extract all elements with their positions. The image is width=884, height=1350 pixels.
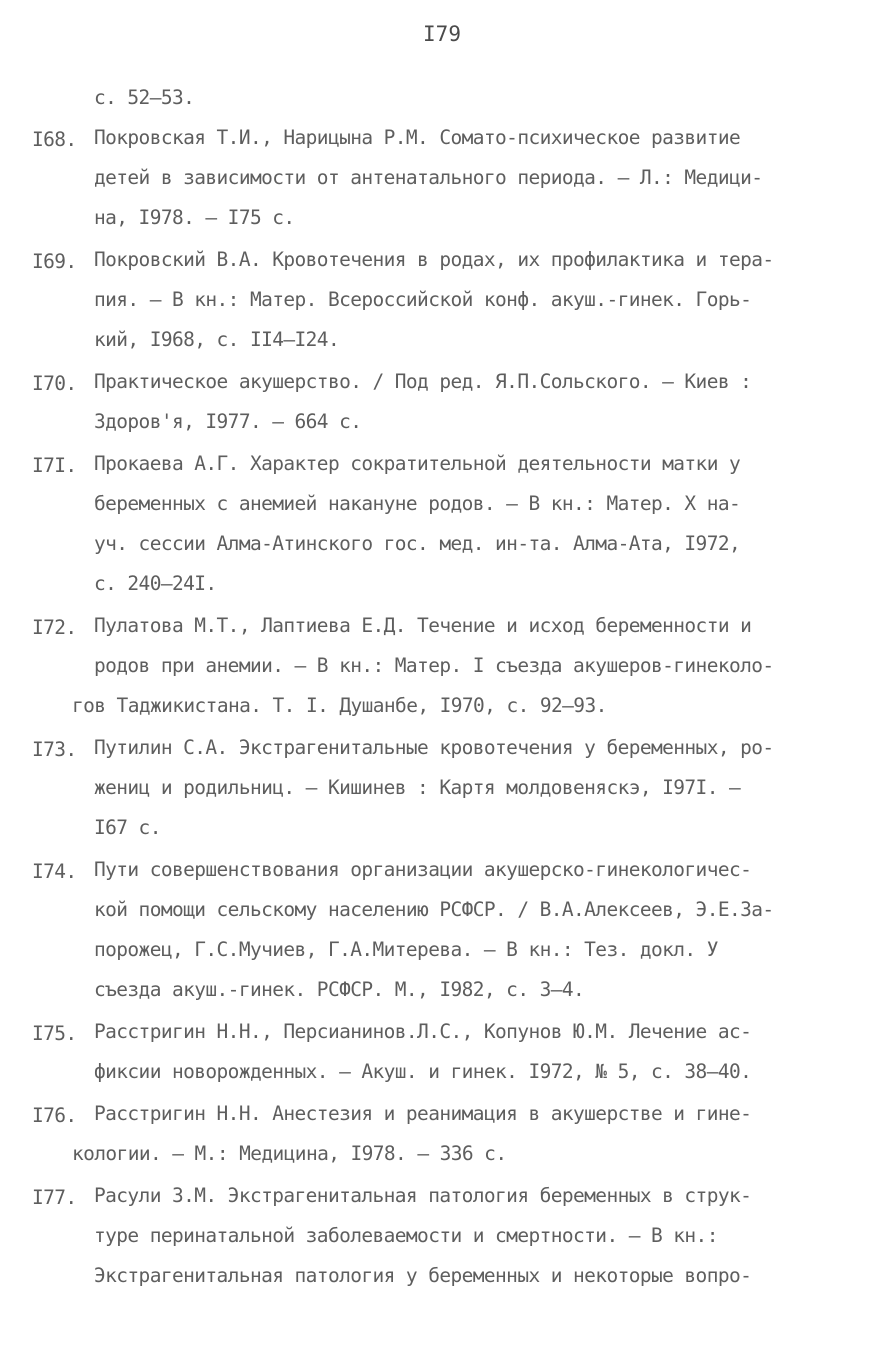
entry-line: Практическое акушерство. / Под ред. Я.П.Сольского. – Киев : <box>94 370 752 393</box>
entry-number: I74. <box>32 860 77 883</box>
entry-line: туре перинатальной заболеваемости и смертности. – В кн.: <box>94 1224 718 1247</box>
entry-line: гов Таджикистана. Т. I. Душанбе, I970, с. 92–93. <box>72 694 607 717</box>
entry-line: детей в зависимости от антенатального периода. – Л.: Медици- <box>94 166 763 189</box>
entry-line: порожец, Г.С.Мучиев, Г.А.Митерева. – В кн.: Тез. докл. У <box>94 938 718 961</box>
entry-number: I69. <box>32 250 77 273</box>
entry-line: Прокаева А.Г. Характер сократительной деятельности матки у <box>94 452 741 475</box>
entry-line: Покровская Т.И., Нарицына Р.М. Сомато-психическое развитие <box>94 126 741 149</box>
entry-number: I73. <box>32 738 77 761</box>
entry-line: жениц и родильниц. – Кишинев : Картя молдовеняскэ, I97I. – <box>94 776 741 799</box>
entry-number: I76. <box>32 1104 77 1127</box>
entry-line: Расстригин Н.Н. Анестезия и реанимация в акушерстве и гине- <box>94 1102 752 1125</box>
entry-number: I72. <box>32 616 77 639</box>
entry-line: кий, I968, с. II4–I24. <box>94 328 340 351</box>
entry-line: родов при анемии. – В кн.: Матер. I съезда акушеров-гинеколо- <box>94 654 774 677</box>
entry-line: Расули З.М. Экстрагенитальная патология беременных в струк- <box>94 1184 752 1207</box>
continuation-line: с. 52–53. <box>94 86 195 109</box>
entry-number: I68. <box>32 128 77 151</box>
entry-line: съезда акуш.-гинек. РСФСР. М., I982, с. 3–4. <box>94 978 585 1001</box>
entry-number: I70. <box>32 372 77 395</box>
entry-line: Здоров'я, I977. – 664 с. <box>94 410 362 433</box>
entry-line: фиксии новорожденных. – Акуш. и гинек. I972, № 5, с. 38–40. <box>94 1060 752 1083</box>
entry-line: пия. – В кн.: Матер. Всероссийской конф. акуш.-гинек. Горь- <box>94 288 752 311</box>
entry-line: с. 240–24I. <box>94 572 217 595</box>
entry-line: на, I978. – I75 с. <box>94 206 295 229</box>
entry-number: I75. <box>32 1022 77 1045</box>
entry-line: I67 с. <box>94 816 161 839</box>
entry-line: Пулатова М.Т., Лаптиева Е.Д. Течение и исход беременности и <box>94 614 752 637</box>
entry-line: кой помощи сельскому населению РСФСР. / В.А.Алексеев, Э.Е.За- <box>94 898 774 921</box>
entry-line: беременных с анемией накануне родов. – В кн.: Матер. Х на- <box>94 492 741 515</box>
entry-line: Путилин С.А. Экстрагенитальные кровотечения у беременных, ро- <box>94 736 774 759</box>
entry-line: Пути совершенствования организации акушерско-гинекологичес- <box>94 858 752 881</box>
entry-line: Расстригин Н.Н., Персианинов.Л.С., Копунов Ю.М. Лечение ас- <box>94 1020 752 1043</box>
entry-number: I77. <box>32 1186 77 1209</box>
entry-line: Покровский В.А. Кровотечения в родах, их профилактика и тера- <box>94 248 774 271</box>
entry-number: I7I. <box>32 454 77 477</box>
page-number: I79 <box>423 22 461 46</box>
entry-line: Экстрагенитальная патология у беременных и некоторые вопро- <box>94 1264 752 1287</box>
entry-line: кологии. – М.: Медицина, I978. – 336 с. <box>72 1142 507 1165</box>
entry-line: уч. сессии Алма-Атинского гос. мед. ин-та. Алма-Ата, I972, <box>94 532 741 555</box>
